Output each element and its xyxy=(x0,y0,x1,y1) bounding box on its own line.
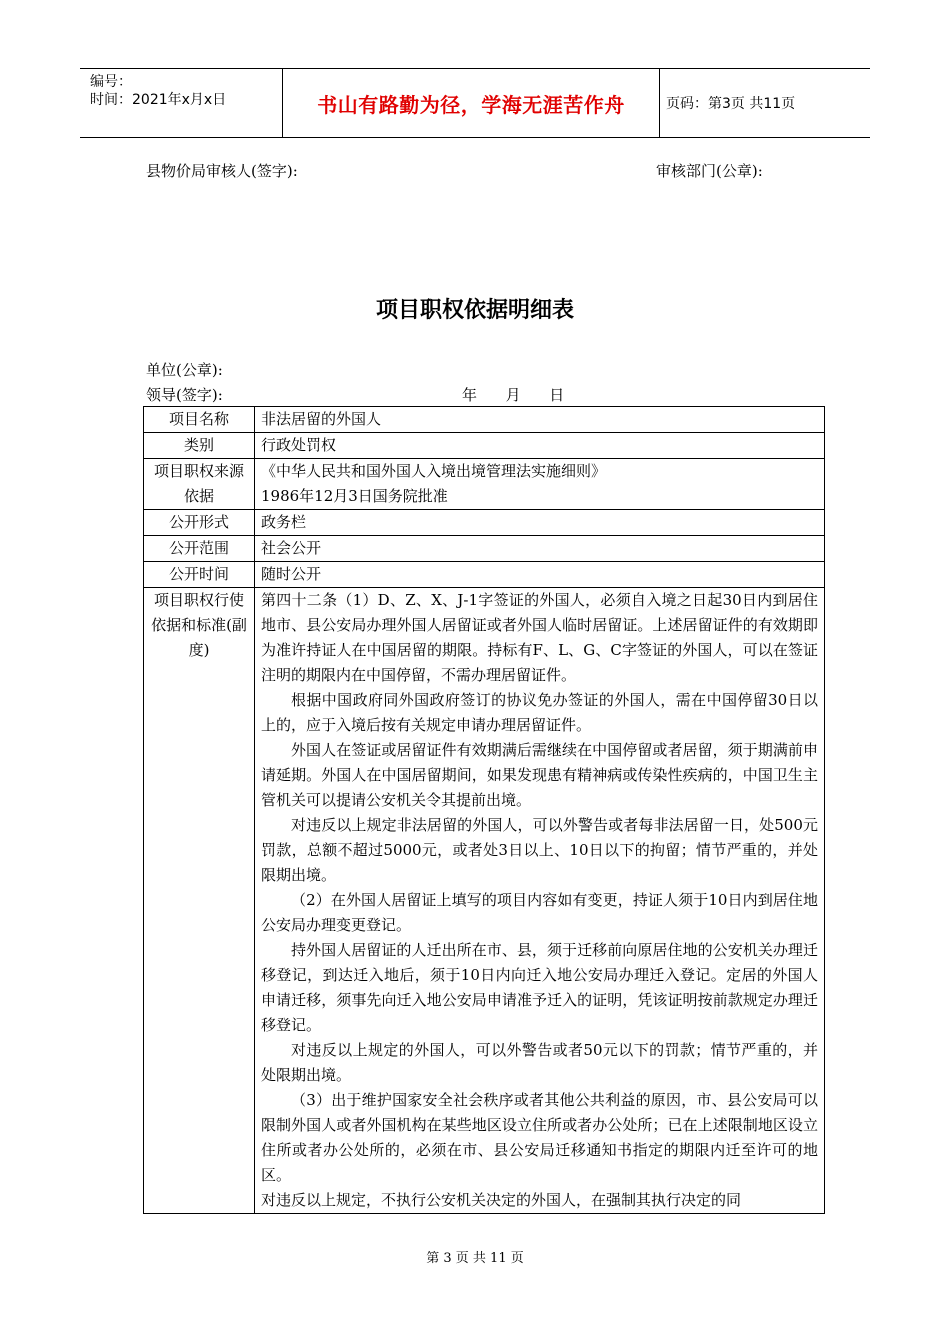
row-value: 非法居留的外国人 xyxy=(255,407,825,433)
page-footer: 第 3 页 共 11 页 xyxy=(426,1251,524,1266)
basis-paragraph: 外国人在签证或居留证件有效期满后需继续在中国停留或者居留，须于期满前申请延期。外国人在中国居留期间，如果发现患有精神病或传染性疾病的，中国卫生主管机关可以提请公安机关令其提前出境。 xyxy=(261,741,818,809)
source-law-line: 《中华人民共和国外国人入境出境管理法实施细则》 xyxy=(261,462,607,480)
row-label: 公开时间 xyxy=(144,562,255,588)
authority-table xyxy=(143,406,825,1214)
row-value: 政务栏 xyxy=(255,510,825,536)
row-value: 行政处罚权 xyxy=(255,433,825,459)
header-motto: 书山有路勤为径，学海无涯苦作舟 xyxy=(282,69,660,137)
basis-paragraph: （2）在外国人居留证上填写的项目内容如有变更，持证人须于10日内到居住地公安局办理变更登记。 xyxy=(261,891,818,934)
table-row xyxy=(144,459,825,510)
source-approval-line: 1986年12月3日国务院批准 xyxy=(261,487,448,505)
row-label: 公开形式 xyxy=(144,510,255,536)
basis-paragraph: 对违反以上规定，不执行公安机关决定的外国人，在强制其执行决定的同 xyxy=(261,1191,742,1209)
page-header xyxy=(80,68,870,138)
basis-paragraph: 持外国人居留证的人迁出所在市、县，须于迁移前向原居住地的公安机关办理迁移登记，到达迁入地后，须于10日内向迁入地公安局办理迁入登记。定居的外国人申请迁移，须事先向迁入地公安局申请准予迁入的证明，凭该证明按前款规定办理迁移登记。 xyxy=(261,941,818,1034)
row-label: 项目名称 xyxy=(144,407,255,433)
doc-time-label: 时间：2021年x月x日 xyxy=(90,92,227,108)
row-label: 公开范围 xyxy=(144,536,255,562)
page-title: 项目职权依据明细表 xyxy=(375,298,574,323)
basis-paragraph: 对违反以上规定的外国人，可以外警告或者50元以下的罚款；情节严重的，并处限期出境。 xyxy=(261,1041,818,1084)
basis-paragraph: （3）出于维护国家安全社会秩序或者其他公共利益的原因，市、县公安局可以限制外国人或者外国机构在某些地区设立住所或者办公处所；已在上述限制地区设立住所或者办公处所的，必须在市、县公安局迁移通知书指定的期限内迁至许可的地区。 xyxy=(261,1091,818,1184)
table-row xyxy=(144,510,825,536)
table-row xyxy=(144,433,825,459)
basis-paragraph: 第四十二条（1）D、Z、X、J-1字签证的外国人，必须自入境之日起30日内到居住地市、县公安局办理外国人居留证或者外国人临时居留证。上述居留证件的有效期即为准许持证人在中国居留的期限。持标有F、L、G、C字签证的外国人，可以在签证注明的期限内在中国停留，不需办理居留证件。 xyxy=(261,591,818,684)
table-row xyxy=(144,588,825,1214)
doc-number-label: 编号： xyxy=(90,74,132,90)
basis-paragraph: 根据中国政府同外国政府签订的协议免办签证的外国人，需在中国停留30日以上的，应于入境后按有关规定申请办理居留证件。 xyxy=(261,691,818,734)
reviewer-signature: 县物价局审核人(签字): xyxy=(146,162,298,180)
basis-content xyxy=(255,588,825,1214)
row-label: 类别 xyxy=(144,433,255,459)
row-label: 项目职权来源依据 xyxy=(144,459,255,510)
header-left xyxy=(90,73,226,109)
header-page-info: 页码：第3页 共11页 xyxy=(666,96,796,112)
table-row xyxy=(144,407,825,433)
row-value: 随时公开 xyxy=(255,562,825,588)
date-label: 年 月 日 xyxy=(462,386,565,404)
table-row xyxy=(144,562,825,588)
unit-seal-label: 单位(公章): xyxy=(146,361,223,379)
row-value: 社会公开 xyxy=(255,536,825,562)
row-value xyxy=(255,459,825,510)
row-label: 项目职权行使依据和标准(副度) xyxy=(144,588,255,1214)
table-row xyxy=(144,536,825,562)
leader-signature-label: 领导(签字): xyxy=(146,386,223,404)
basis-paragraph: 对违反以上规定非法居留的外国人，可以外警告或者每非法居留一日，处500元罚款，总额不超过5000元，或者处3日以上、10日以下的拘留；情节严重的，并处限期出境。 xyxy=(261,816,818,884)
department-seal: 审核部门(公章): xyxy=(656,162,763,180)
